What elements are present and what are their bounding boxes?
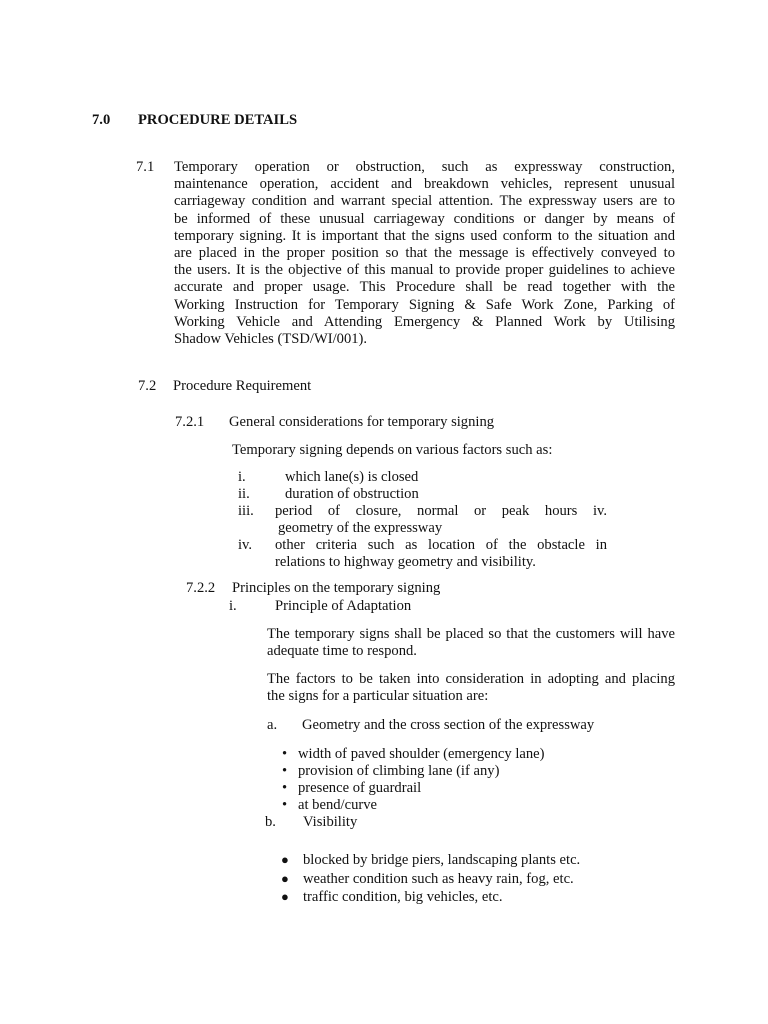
paragraph-line: Shadow Vehicles (TSD/WI/001). <box>174 330 368 347</box>
list-item-continuation: relations to highway geometry and visibility. <box>275 554 536 570</box>
principle-title: Principle of Adaptation <box>275 598 412 614</box>
bullet-icon: ● <box>281 889 289 904</box>
list-item-number: iii. <box>238 503 254 519</box>
bullet-item <box>282 763 499 780</box>
paragraph-line: are placed in the proper position so that the message is effectively conveyed to <box>174 244 675 261</box>
bullet-item <box>282 797 377 814</box>
principle-paragraph-line: adequate time to respond. <box>267 643 417 659</box>
bullet-text: traffic condition, big vehicles, etc. <box>303 889 503 905</box>
bullet-text: width of paved shoulder (emergency lane) <box>298 746 545 762</box>
bullet-item <box>282 746 545 763</box>
paragraph-line: carriageway condition and warrant special attention. The expressway users are to <box>174 193 675 210</box>
bullet-icon: • <box>282 746 288 762</box>
bullet-text: blocked by bridge piers, landscaping plants etc. <box>303 852 581 868</box>
paragraph-line: be informed of these unusual carriageway conditions or danger by means of <box>174 210 675 227</box>
bullet-icon: • <box>282 797 288 813</box>
paragraph-line: Working Instruction for Temporary Signing & Safe Work Zone, Parking of <box>174 296 675 313</box>
paragraph-line: Working Vehicle and Attending Emergency & Planned Work by Utilising <box>174 313 675 330</box>
list-item-text: period of closure, normal or peak hours iv. <box>275 503 607 519</box>
clause-7-2-1-title: General considerations for temporary signing <box>229 414 495 430</box>
paragraph-line: Temporary operation or obstruction, such as expressway construction, <box>174 159 675 175</box>
principle-paragraph-line: The temporary signs shall be placed so that the customers will have <box>267 626 675 642</box>
clause-7-1-number: 7.1 <box>136 159 155 175</box>
list-item-continuation: geometry of the expressway <box>278 520 443 536</box>
bullet-text: weather condition such as heavy rain, fog, etc. <box>303 871 574 887</box>
bullet-icon: ● <box>281 871 289 886</box>
clause-7-2-number: 7.2 <box>138 378 157 394</box>
bullet-item <box>281 851 580 869</box>
principle-number: i. <box>229 598 237 614</box>
paragraph-line: maintenance operation, accident and breakdown vehicles, represent unusual <box>174 176 675 193</box>
paragraph-line: the users. It is the objective of this manual to provide proper guidelines to achieve <box>174 262 675 279</box>
bullet-text: at bend/curve <box>298 797 378 813</box>
clause-7-2-2-number: 7.2.2 <box>186 580 216 596</box>
list-item-text: other criteria such as location of the obstacle in <box>275 537 607 553</box>
list-item-number: iv. <box>238 537 253 553</box>
bullet-icon: • <box>282 780 288 796</box>
bullet-text: provision of climbing lane (if any) <box>298 763 500 779</box>
clause-7-2-2-title: Principles on the temporary signing <box>232 580 441 596</box>
clause-7-1-paragraph <box>174 159 675 348</box>
list-item-number: i. <box>238 469 246 485</box>
paragraph-line: temporary signing. It is important that the signs used conform to the situation and <box>174 227 675 244</box>
sub-item-title-b: Visibility <box>303 814 358 830</box>
bullet-item <box>281 888 503 906</box>
list-item-text: duration of obstruction <box>285 486 419 502</box>
bullet-item <box>281 870 574 888</box>
paragraph-line: accurate and proper usage. This Procedure shall be read together with the <box>174 279 675 296</box>
clause-7-2-1-intro: Temporary signing depends on various factors such as: <box>232 442 553 458</box>
bullet-text: presence of guardrail <box>298 780 422 796</box>
bullet-item <box>282 780 421 797</box>
list-item-text: which lane(s) is closed <box>285 469 419 485</box>
sub-item-title-a: Geometry and the cross section of the expressway <box>302 717 595 733</box>
clause-7-2-title: Procedure Requirement <box>173 378 312 394</box>
sub-item-label-a: a. <box>267 717 278 733</box>
clause-7-2-1-number: 7.2.1 <box>175 414 205 430</box>
bullet-icon: • <box>282 763 288 779</box>
bullet-icon: ● <box>281 852 289 867</box>
section-number: 7.0 <box>92 112 111 128</box>
principle-paragraph-line: The factors to be taken into consideration in adopting and placing <box>267 671 675 687</box>
section-title: PROCEDURE DETAILS <box>138 112 298 128</box>
list-item-number: ii. <box>238 486 250 502</box>
sub-item-label-b: b. <box>265 814 276 830</box>
principle-paragraph-line: the signs for a particular situation are: <box>267 688 489 704</box>
